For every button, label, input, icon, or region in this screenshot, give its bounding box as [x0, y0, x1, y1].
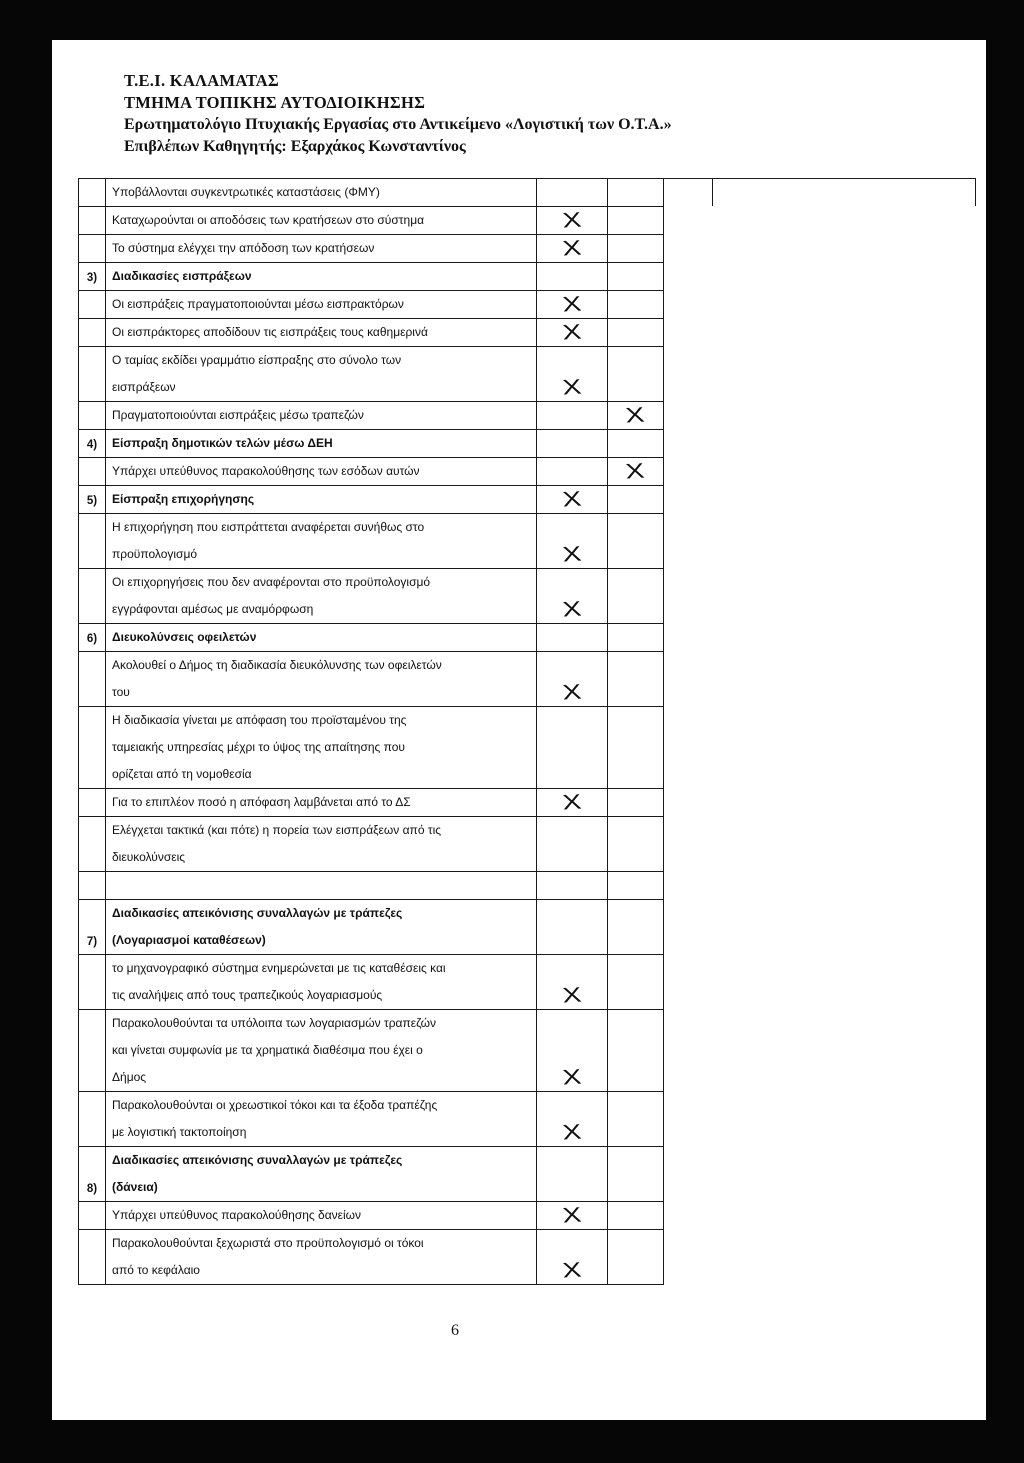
answer-cell-a[interactable] — [537, 430, 608, 458]
table-row — [79, 1202, 664, 1230]
answer-cell-b[interactable] — [608, 569, 664, 624]
answer-cell-b[interactable] — [608, 347, 664, 402]
question-cell — [106, 319, 537, 347]
question-text: Η επιχορήγηση που εισπράττεται αναφέρεται συνήθως στο — [112, 520, 425, 534]
section-number — [79, 402, 106, 430]
section-number — [79, 955, 106, 1010]
answer-cell-a[interactable] — [537, 1092, 608, 1147]
question-text: Για το επιπλέον ποσό η απόφαση λαμβάνεται από το ΔΣ — [112, 795, 411, 809]
question-text: του — [112, 685, 130, 699]
answer-cell-a[interactable] — [537, 1202, 608, 1230]
answer-cell-b[interactable] — [608, 652, 664, 707]
question-text: από το κεφάλαιο — [112, 1263, 200, 1277]
section-number — [79, 207, 106, 235]
question-cell — [106, 207, 537, 235]
answer-cell-a[interactable] — [537, 955, 608, 1010]
answer-cell-b[interactable] — [608, 179, 664, 207]
answer-cell-a[interactable] — [537, 1230, 608, 1285]
section-heading-text: Διαδικασίες εισπράξεων — [112, 269, 252, 283]
section-number: 7) — [79, 900, 106, 955]
table-row — [79, 817, 664, 872]
answer-cell-a[interactable] — [537, 347, 608, 402]
section-number — [79, 707, 106, 789]
answer-cell-b[interactable] — [608, 486, 664, 514]
answer-cell-a[interactable] — [537, 1147, 608, 1202]
question-cell — [106, 624, 537, 652]
answer-cell-a[interactable] — [537, 458, 608, 486]
section-heading-text: (δάνεια) — [112, 1180, 158, 1194]
question-text: Υπάρχει υπεύθυνος παρακολούθησης δανείων — [112, 1208, 362, 1222]
answer-cell-b[interactable] — [608, 402, 664, 430]
answer-cell-b[interactable] — [608, 319, 664, 347]
check-mark: X — [561, 1065, 583, 1090]
question-cell — [106, 179, 537, 207]
answer-cell-b[interactable] — [608, 1147, 664, 1202]
questionnaire-title: Ερωτηματολόγιο Πτυχιακής Εργασίας στο Αντικείμενο «Λογιστική των Ο.Τ.Α.» — [124, 116, 672, 133]
supervisor-line: Επιβλέπων Καθηγητής: Εξαρχάκος Κωνσταντίνος — [124, 138, 466, 155]
question-cell — [106, 707, 537, 789]
question-text: Παρακολουθούνται τα υπόλοιπα των λογαριασμών τραπεζών — [112, 1016, 436, 1030]
check-mark: X — [561, 292, 583, 317]
question-cell — [106, 1230, 537, 1285]
section-number — [79, 1010, 106, 1092]
answer-cell-a[interactable] — [537, 263, 608, 291]
table-row — [79, 207, 664, 235]
answer-cell-b[interactable] — [608, 872, 664, 900]
check-mark: X — [624, 459, 646, 484]
question-text: Παρακολουθούνται ξεχωριστά στο προϋπολογισμό οι τόκοι — [112, 1236, 424, 1250]
table-row — [79, 319, 664, 347]
question-text: διευκολύνσεις — [112, 850, 186, 864]
question-text: Οι επιχορηγήσεις που δεν αναφέρονται στο προϋπολογισμό — [112, 575, 431, 589]
table-row — [79, 291, 664, 319]
questionnaire-table — [78, 178, 664, 1285]
question-text: Η διαδικασία γίνεται με απόφαση του προϊσταμένου της — [112, 713, 407, 727]
table-row — [79, 900, 664, 955]
answer-cell-b[interactable] — [608, 789, 664, 817]
check-mark: X — [561, 208, 583, 233]
answer-cell-b[interactable] — [608, 900, 664, 955]
question-text: Το σύστημα ελέγχει την απόδοση των κρατήσεων — [112, 241, 375, 255]
question-text: ταμειακής υπηρεσίας μέχρι το ύψος της απαίτησης που — [112, 740, 405, 754]
answer-cell-a[interactable] — [537, 652, 608, 707]
check-mark: X — [561, 597, 583, 622]
question-cell — [106, 872, 537, 900]
answer-cell-a[interactable] — [537, 179, 608, 207]
section-number — [79, 1092, 106, 1147]
question-cell — [106, 1092, 537, 1147]
question-cell — [106, 652, 537, 707]
table-row — [79, 955, 664, 1010]
question-text: Υποβάλλονται συγκεντρωτικές καταστάσεις (ΦΜΥ) — [112, 185, 380, 199]
answer-cell-a[interactable] — [537, 402, 608, 430]
question-cell — [106, 486, 537, 514]
answer-cell-a[interactable] — [537, 291, 608, 319]
answer-cell-a[interactable] — [537, 900, 608, 955]
question-text: εγγράφονται αμέσως με αναμόρφωση — [112, 602, 314, 616]
question-cell — [106, 817, 537, 872]
answer-cell-b[interactable] — [608, 1092, 664, 1147]
question-text: προϋπολογισμό — [112, 547, 198, 561]
section-number: 6) — [79, 624, 106, 652]
table-row — [79, 652, 664, 707]
question-text: Ελέγχεται τακτικά (και πότε) η πορεία των εισπράξεων από τις — [112, 823, 442, 837]
answer-cell-a[interactable] — [537, 707, 608, 789]
check-mark: X — [561, 1120, 583, 1145]
answer-cell-b[interactable] — [608, 955, 664, 1010]
question-text: Οι εισπράκτορες αποδίδουν τις εισπράξεις τους καθημερινά — [112, 325, 428, 339]
table-row — [79, 179, 664, 207]
question-text: Καταχωρούνται οι αποδόσεις των κρατήσεων στο σύστημα — [112, 213, 425, 227]
answer-cell-b[interactable] — [608, 1230, 664, 1285]
section-number — [79, 817, 106, 872]
question-cell — [106, 569, 537, 624]
question-text: και γίνεται συμφωνία με τα χρηματικά διαθέσιμα που έχει ο — [112, 1043, 423, 1057]
question-cell — [106, 514, 537, 569]
answer-cell-a[interactable] — [537, 319, 608, 347]
table-right-edge — [975, 178, 976, 206]
answer-cell-b[interactable] — [608, 514, 664, 569]
blank-line — [106, 872, 536, 899]
table-row — [79, 707, 664, 789]
section-number: 5) — [79, 486, 106, 514]
answer-cell-b[interactable] — [608, 430, 664, 458]
table-row — [79, 789, 664, 817]
answer-cell-a[interactable] — [537, 569, 608, 624]
question-text: Πραγματοποιούνται εισπράξεις μέσω τραπεζών — [112, 408, 364, 422]
section-number — [79, 347, 106, 402]
answer-cell-b[interactable] — [608, 817, 664, 872]
answer-cell-b[interactable] — [608, 1010, 664, 1092]
question-text: Παρακολουθούνται οι χρεωστικοί τόκοι και τα έξοδα τραπέζης — [112, 1098, 438, 1112]
check-mark: X — [561, 375, 583, 400]
question-text: Ο ταμίας εκδίδει γραμμάτιο είσπραξης στο σύνολο των — [112, 353, 402, 367]
section-heading-text: Είσπραξη επιχορήγησης — [112, 492, 255, 506]
question-text: Οι εισπράξεις πραγματοποιούνται μέσω εισπρακτόρων — [112, 297, 404, 311]
question-cell — [106, 402, 537, 430]
section-number — [79, 291, 106, 319]
section-number — [79, 458, 106, 486]
answer-cell-b[interactable] — [608, 1202, 664, 1230]
section-number — [79, 514, 106, 569]
check-mark: X — [561, 680, 583, 705]
question-cell — [106, 1202, 537, 1230]
answer-cell-a[interactable] — [537, 872, 608, 900]
question-text: ορίζεται από τη νομοθεσία — [112, 767, 252, 781]
section-number — [79, 872, 106, 900]
question-cell — [106, 458, 537, 486]
table-row — [79, 569, 664, 624]
answer-cell-a[interactable] — [537, 1010, 608, 1092]
question-cell — [106, 347, 537, 402]
table-row — [79, 624, 664, 652]
table-row — [79, 1230, 664, 1285]
question-cell — [106, 1010, 537, 1092]
answer-cell-b[interactable] — [608, 707, 664, 789]
question-cell — [106, 1147, 537, 1202]
section-number: 3) — [79, 263, 106, 291]
section-heading-text: (Λογαριασμοί καταθέσεων) — [112, 933, 266, 947]
question-text: το μηχανογραφικό σύστημα ενημερώνεται με τις καταθέσεις και — [112, 961, 446, 975]
question-cell — [106, 955, 537, 1010]
check-mark: X — [561, 983, 583, 1008]
table-row — [79, 1147, 664, 1202]
table-column-divider — [712, 178, 713, 206]
table-row — [79, 458, 664, 486]
question-text: τις αναλήψεις από τους τραπεζικούς λογαριασμούς — [112, 988, 383, 1002]
table-row — [79, 430, 664, 458]
section-number — [79, 319, 106, 347]
question-text: με λογιστική τακτοποίηση — [112, 1125, 247, 1139]
section-number: 4) — [79, 430, 106, 458]
check-mark: X — [561, 487, 583, 512]
question-cell — [106, 235, 537, 263]
section-number — [79, 235, 106, 263]
answer-cell-a[interactable] — [537, 789, 608, 817]
table-row — [79, 1092, 664, 1147]
answer-cell-b[interactable] — [608, 207, 664, 235]
section-number — [79, 569, 106, 624]
table-top-rule-extension — [660, 178, 976, 179]
table-row — [79, 235, 664, 263]
answer-cell-b[interactable] — [608, 291, 664, 319]
section-number: 8) — [79, 1147, 106, 1202]
check-mark: X — [561, 542, 583, 567]
table-row — [79, 872, 664, 900]
check-mark: X — [561, 1258, 583, 1283]
answer-cell-b[interactable] — [608, 263, 664, 291]
answer-cell-a[interactable] — [537, 235, 608, 263]
document-header — [124, 70, 672, 158]
question-text: Υπάρχει υπεύθυνος παρακολούθησης των εσόδων αυτών — [112, 464, 420, 478]
page-number: 6 — [451, 1322, 459, 1339]
institution-name: Τ.Ε.Ι. ΚΑΛΑΜΑΤΑΣ — [124, 71, 279, 90]
answer-cell-b[interactable] — [608, 624, 664, 652]
check-mark: X — [561, 236, 583, 261]
answer-cell-a[interactable] — [537, 514, 608, 569]
question-text: Ακολουθεί ο Δήμος τη διαδικασία διευκόλυνσης των οφειλετών — [112, 658, 442, 672]
question-text: Δήμος — [112, 1070, 147, 1084]
question-cell — [106, 430, 537, 458]
answer-cell-b[interactable] — [608, 458, 664, 486]
department-name: ΤΜΗΜΑ ΤΟΠΙΚΗΣ ΑΥΤΟΔΙΟΙΚΗΣΗΣ — [124, 93, 426, 112]
check-mark: X — [561, 790, 583, 815]
section-heading-text: Διευκολύνσεις οφειλετών — [112, 630, 257, 644]
answer-cell-a[interactable] — [537, 817, 608, 872]
check-mark: X — [561, 1203, 583, 1228]
section-number — [79, 652, 106, 707]
section-number — [79, 179, 106, 207]
question-cell — [106, 263, 537, 291]
question-text: εισπράξεων — [112, 380, 176, 394]
question-cell — [106, 291, 537, 319]
check-mark: X — [561, 320, 583, 345]
table-row — [79, 486, 664, 514]
section-heading-text: Διαδικασίες απεικόνισης συναλλαγών με τράπεζες — [112, 1153, 403, 1167]
answer-cell-a[interactable] — [537, 624, 608, 652]
section-heading-text: Είσπραξη δημοτικών τελών μέσω ΔΕΗ — [112, 436, 333, 450]
question-cell — [106, 900, 537, 955]
check-mark: X — [624, 403, 646, 428]
table-row — [79, 263, 664, 291]
answer-cell-a[interactable] — [537, 486, 608, 514]
section-number — [79, 1202, 106, 1230]
section-heading-text: Διαδικασίες απεικόνισης συναλλαγών με τράπεζες — [112, 906, 403, 920]
answer-cell-b[interactable] — [608, 235, 664, 263]
section-number — [79, 1230, 106, 1285]
question-cell — [106, 789, 537, 817]
table-row — [79, 402, 664, 430]
table-row — [79, 1010, 664, 1092]
table-row — [79, 347, 664, 402]
section-number — [79, 789, 106, 817]
table-row — [79, 514, 664, 569]
answer-cell-a[interactable] — [537, 207, 608, 235]
